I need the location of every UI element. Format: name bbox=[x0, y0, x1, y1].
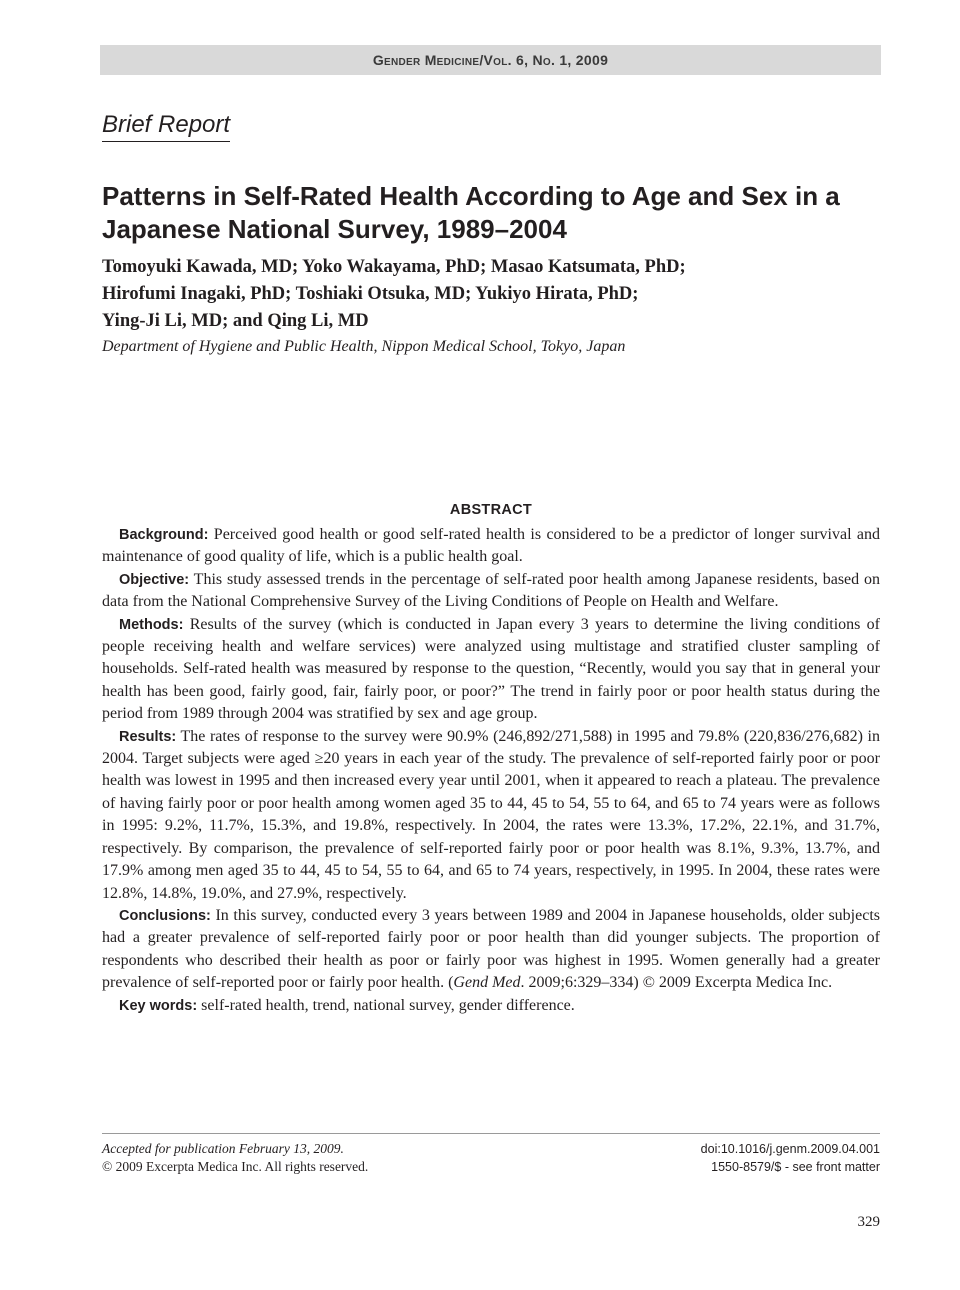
journal-citation: Gender Medicine/Vol. 6, No. 1, 2009 bbox=[372, 52, 609, 68]
author-line: Hirofumi Inagaki, PhD; Toshiaki Otsuka, MD; Yukiyo Hirata, PhD; bbox=[102, 284, 639, 304]
footer-left bbox=[102, 1140, 368, 1176]
section-label: Results: bbox=[119, 728, 177, 745]
section-text: Results of the survey (which is conducted in Japan every 3 years to determine the living conditions of people receiving health and welfare services) were analyzed using multistage and stratified cluster sampling of households. Self-rated health was measured by response to the question, “Recently, would you say that in general your health has been good, fairly good, fair, fairly poor, or poor?” The trend in fairly poor or poor health status during the period from 1989 through 2004 was stratified by sex and age group. bbox=[102, 615, 880, 723]
abstract-objective bbox=[102, 569, 880, 614]
abstract-methods bbox=[102, 614, 880, 726]
running-header bbox=[100, 45, 881, 75]
section-label: Conclusions: bbox=[119, 907, 211, 924]
abstract-background bbox=[102, 524, 880, 569]
issn: 1550-8579/$ - see front matter bbox=[711, 1160, 880, 1174]
footer-right bbox=[701, 1140, 880, 1176]
abstract-conclusions bbox=[102, 905, 880, 995]
page-number: 329 bbox=[857, 1214, 880, 1230]
section-label: Methods: bbox=[119, 616, 184, 633]
author-line: Tomoyuki Kawada, MD; Yoko Wakayama, PhD; Masao Katsumata, PhD; bbox=[102, 257, 686, 277]
section-text: This study assessed trends in the percentage of self-rated poor health among Japanese residents, based on data from the National Comprehensive Survey of the Living Conditions of People on Health and Welfare. bbox=[102, 570, 880, 611]
section-text: . 2009;6:329–334) © 2009 Excerpta Medica Inc. bbox=[520, 974, 833, 992]
section-text: self-rated health, trend, national survey, gender difference. bbox=[197, 996, 575, 1014]
article-title: Patterns in Self-Rated Health According to Age and Sex in a Japanese National Survey, 1989–2004 bbox=[102, 181, 840, 244]
author-list bbox=[102, 254, 882, 335]
accepted-date: Accepted for publication February 13, 2009. bbox=[102, 1141, 344, 1156]
abstract-results bbox=[102, 726, 880, 905]
article-type: Brief Report bbox=[102, 110, 230, 142]
affiliation: Department of Hygiene and Public Health, Nippon Medical School, Tokyo, Japan bbox=[102, 338, 626, 355]
section-label: Key words: bbox=[119, 997, 198, 1014]
section-text: In this survey, conducted every 3 years between 1989 and 2004 in Japanese households, older subjects had a greater prevalence of self-reported fairly poor or poor health than did younger subjects. The proportion of respondents who described their health as poor or fairly poor was highest in 1995. Women generally had a greater prevalence of self-reported poor or fairly poor health. ( bbox=[102, 906, 880, 992]
section-text: The rates of response to the survey were 90.9% (246,892/271,588) in 1995 and 79.8% (220,836/276,682) in 2004. Target subjects were aged ≥20 years in each year of the study. The prevalence of self-reported fairly poor or poor health was lowest in 1995 and then increased every year until 2001, when it appeared to reach a plateau. The prevalence of having fairly poor or poor health among women aged 35 to 44, 45 to 54, 55 to 64, and 65 to 74 years were as follows in 1995: 9.2%, 11.7%, 15.3%, and 19.8%, respectively. In 2004, the rates were 13.3%, 17.2%, 22.1%, and 31.7%, respectively. By comparison, the prevalence of self-reported fairly poor or poor health was 8.1%, 9.3%, 13.7%, and 17.9% among men aged 35 to 44, 45 to 54, 55 to 64, and 65 to 74 years, respectively, in 1995. In 2004, these rates were 12.8%, 14.8%, 19.0%, and 27.9%, respectively. bbox=[102, 727, 880, 902]
section-label: Background: bbox=[119, 527, 209, 543]
footer-divider bbox=[102, 1133, 880, 1134]
section-text: Perceived good health or good self-rated health is considered to be a predictor of longer survival and maintenance of good quality of life, which is a public health goal. bbox=[102, 526, 880, 566]
doi: doi:10.1016/j.genm.2009.04.001 bbox=[700, 1142, 880, 1156]
section-label: Objective: bbox=[119, 571, 190, 588]
author-line: Ying-Ji Li, MD; and Qing Li, MD bbox=[102, 311, 369, 331]
citation-journal: Gend Med bbox=[453, 974, 521, 992]
abstract-body bbox=[102, 524, 880, 1017]
abstract-heading: ABSTRACT bbox=[449, 502, 533, 518]
copyright: © 2009 Excerpta Medica Inc. All rights reserved. bbox=[102, 1159, 369, 1174]
abstract-keywords bbox=[102, 995, 880, 1017]
